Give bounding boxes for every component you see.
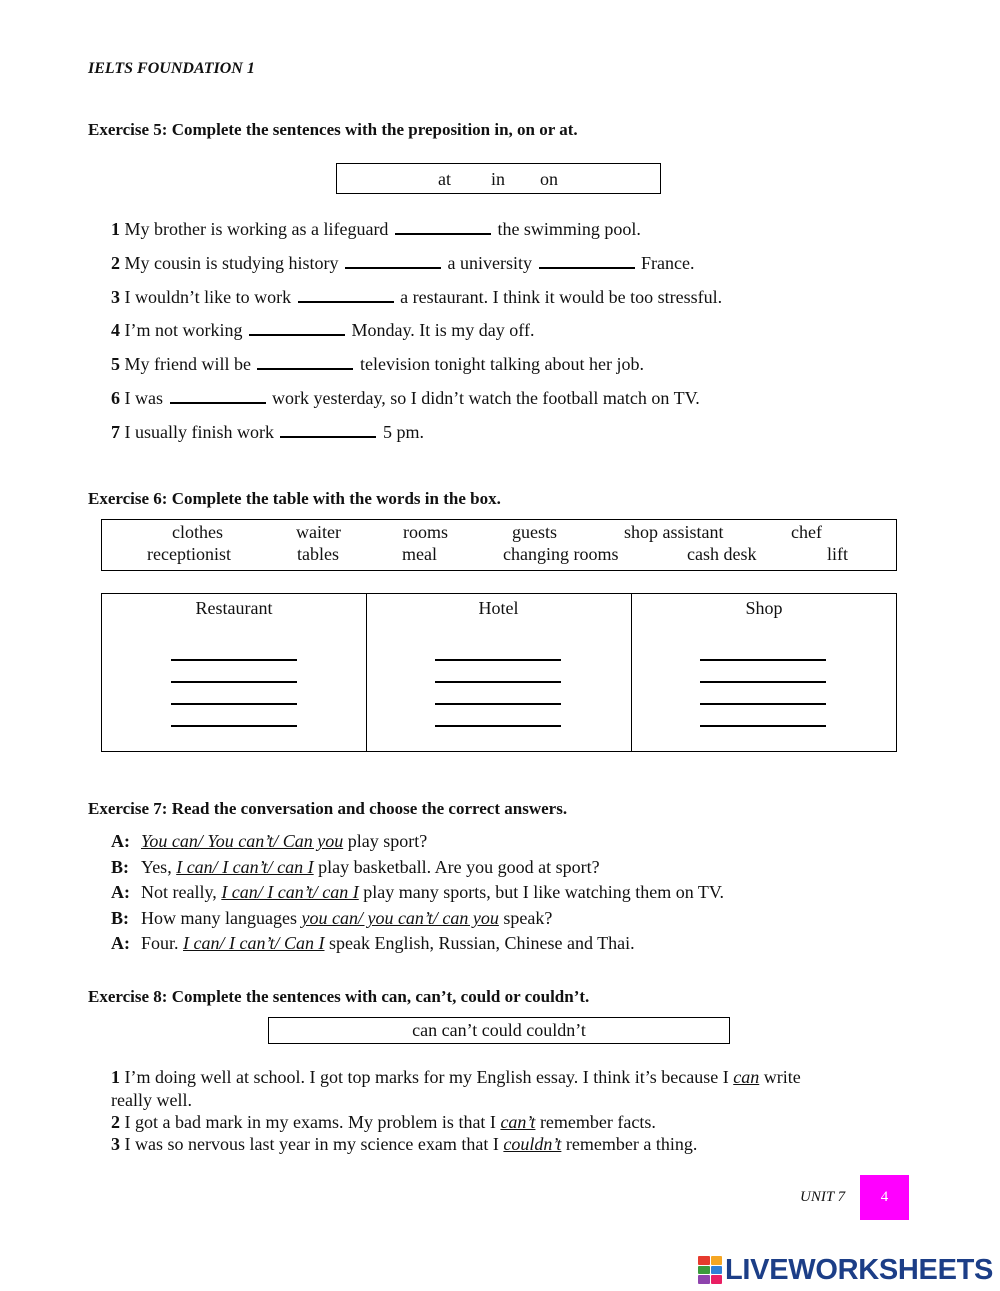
sentence-text: 5 pm. bbox=[378, 422, 424, 442]
speaker-label: B: bbox=[111, 908, 129, 928]
line-text: How many languages bbox=[141, 908, 302, 928]
line-text: speak? bbox=[498, 908, 553, 928]
line-text: play sport? bbox=[343, 831, 428, 851]
speaker-label: A: bbox=[111, 831, 130, 851]
sentence-text: work yesterday, so I didn’t watch the football match on TV. bbox=[267, 388, 700, 408]
word-receptionist: receptionist bbox=[147, 544, 231, 564]
sentence-number: 6 bbox=[111, 388, 120, 408]
column-header: Shop bbox=[745, 598, 783, 618]
answer-blank[interactable] bbox=[249, 318, 345, 336]
answer-line[interactable] bbox=[700, 659, 826, 661]
dialogue-line-3 bbox=[111, 882, 724, 903]
sentence-text: I was bbox=[124, 388, 168, 408]
sentence-number: 7 bbox=[111, 422, 120, 442]
answer-line[interactable] bbox=[435, 659, 561, 661]
sentence-text: a restaurant. I think it would be too stressful. bbox=[395, 287, 723, 307]
answer-choice[interactable]: You can/ You can’t/ Can you bbox=[141, 831, 344, 851]
answer-choice[interactable]: you can/ you can’t/ can you bbox=[301, 908, 499, 928]
answer-line[interactable] bbox=[700, 725, 826, 727]
answer-text: couldn’t bbox=[503, 1134, 562, 1154]
word-at: at bbox=[438, 169, 451, 189]
answer-blank[interactable] bbox=[298, 285, 394, 303]
exercise-5-sentence-6 bbox=[111, 386, 700, 409]
sentence-number: 2 bbox=[111, 1112, 120, 1132]
sentence-number: 1 bbox=[111, 219, 120, 239]
answer-line[interactable] bbox=[171, 703, 297, 705]
speaker-label: B: bbox=[111, 857, 129, 877]
unit-label: UNIT 7 bbox=[800, 1189, 846, 1205]
sentence-text: Monday. It is my day off. bbox=[346, 320, 535, 340]
dialogue-line-5 bbox=[111, 933, 635, 954]
sentence-number: 1 bbox=[111, 1067, 120, 1087]
sentence-text: My brother is working as a lifeguard bbox=[124, 219, 393, 239]
speaker-label: A: bbox=[111, 933, 130, 953]
answer-text: can bbox=[733, 1067, 760, 1087]
answer-blank[interactable] bbox=[395, 217, 491, 235]
exercise-8-sentence-3 bbox=[111, 1134, 697, 1155]
word-waiter: waiter bbox=[296, 522, 341, 542]
sentence-text: I’m doing well at school. I got top marks for my English essay. I think it’s because I bbox=[124, 1067, 734, 1087]
line-text: Not really, bbox=[141, 882, 222, 902]
sentence-number: 2 bbox=[111, 253, 120, 273]
logo-text: LIVEWORKSHEETS bbox=[725, 1253, 994, 1286]
sentence-text: I usually finish work bbox=[124, 422, 279, 442]
word-guests: guests bbox=[512, 522, 557, 542]
word-clothes: clothes bbox=[172, 522, 223, 542]
sentence-number: 4 bbox=[111, 320, 120, 340]
answer-blank[interactable] bbox=[170, 386, 266, 404]
exercise-5-title: Exercise 5: Complete the sentences with the preposition in, on or at. bbox=[88, 120, 578, 139]
word-rooms: rooms bbox=[403, 522, 448, 542]
exercise-5-sentence-5 bbox=[111, 352, 644, 375]
answer-line[interactable] bbox=[435, 703, 561, 705]
exercise-5-sentence-1 bbox=[111, 217, 641, 240]
word-changing-rooms: changing rooms bbox=[503, 544, 619, 564]
sentence-text: My cousin is studying history bbox=[124, 253, 344, 273]
answer-blank[interactable] bbox=[539, 251, 635, 269]
sentence-number: 3 bbox=[111, 1134, 120, 1154]
line-text: Four. bbox=[141, 933, 184, 953]
document-header: IELTS FOUNDATION 1 bbox=[88, 60, 255, 77]
sentence-text: I’m not working bbox=[124, 320, 247, 340]
logo-icon bbox=[698, 1256, 722, 1284]
exercise-8-sentence-1 bbox=[111, 1067, 801, 1088]
exercise-5-sentence-7 bbox=[111, 420, 424, 443]
line-text: play many sports, but I like watching them on TV. bbox=[358, 882, 725, 902]
sentence-text: I was so nervous last year in my science exam that I bbox=[124, 1134, 504, 1154]
answer-line[interactable] bbox=[700, 703, 826, 705]
sentence-text: I wouldn’t like to work bbox=[124, 287, 296, 307]
word-box-text: can can’t could couldn’t bbox=[412, 1020, 586, 1040]
line-text: play basketball. Are you good at sport? bbox=[313, 857, 600, 877]
sentence-text: remember a thing. bbox=[561, 1134, 698, 1154]
dialogue-line-1 bbox=[111, 831, 427, 852]
column-shop bbox=[632, 594, 896, 751]
answer-line[interactable] bbox=[171, 659, 297, 661]
answer-choice[interactable]: I can/ I can’t/ Can I bbox=[183, 933, 325, 953]
answer-blank[interactable] bbox=[280, 420, 376, 438]
exercise-7-title: Exercise 7: Read the conversation and choose the correct answers. bbox=[88, 799, 568, 818]
dialogue-line-2 bbox=[111, 857, 600, 878]
column-header: Hotel bbox=[478, 598, 519, 618]
sentence-number: 5 bbox=[111, 354, 120, 374]
line-text: speak English, Russian, Chinese and Thai. bbox=[324, 933, 635, 953]
answer-choice[interactable]: I can/ I can’t/ can I bbox=[221, 882, 359, 902]
answer-choice[interactable]: I can/ I can’t/ can I bbox=[176, 857, 314, 877]
exercise-6-title: Exercise 6: Complete the table with the words in the box. bbox=[88, 489, 501, 508]
answer-line[interactable] bbox=[435, 725, 561, 727]
word-in: in bbox=[491, 169, 506, 189]
exercise-8-sentence-2 bbox=[111, 1112, 656, 1133]
word-on: on bbox=[540, 169, 558, 189]
column-restaurant bbox=[102, 594, 367, 751]
word-lift: lift bbox=[827, 544, 848, 564]
sentence-text: a university bbox=[443, 253, 537, 273]
exercise-8-title: Exercise 8: Complete the sentences with can, can’t, could or couldn’t. bbox=[88, 987, 590, 1006]
sentence-number: 3 bbox=[111, 287, 120, 307]
answer-line[interactable] bbox=[435, 681, 561, 683]
sentence-text: remember facts. bbox=[535, 1112, 656, 1132]
exercise-6-table bbox=[101, 593, 897, 752]
sentence-text: My friend will be bbox=[124, 354, 256, 374]
sentence-text: the swimming pool. bbox=[492, 219, 641, 239]
exercise-5-sentence-2 bbox=[111, 251, 694, 274]
exercise-5-sentence-3 bbox=[111, 285, 722, 308]
exercise-5-word-box bbox=[336, 163, 661, 194]
liveworksheets-logo bbox=[698, 1253, 993, 1287]
speaker-label: A: bbox=[111, 882, 130, 902]
word-cash-desk: cash desk bbox=[687, 544, 757, 564]
answer-line[interactable] bbox=[700, 681, 826, 683]
sentence-text: France. bbox=[636, 253, 695, 273]
answer-text: can’t bbox=[500, 1112, 536, 1132]
answer-blank[interactable] bbox=[257, 352, 353, 370]
word-shop-assistant: shop assistant bbox=[624, 522, 724, 542]
exercise-8-sentence-1-continued: really well. bbox=[111, 1090, 192, 1110]
answer-blank[interactable] bbox=[345, 251, 441, 269]
line-text: Yes, bbox=[141, 857, 177, 877]
exercise-6-word-box bbox=[101, 519, 897, 571]
dialogue-line-4 bbox=[111, 908, 552, 929]
exercise-5-sentence-4 bbox=[111, 318, 534, 341]
column-hotel bbox=[366, 594, 632, 751]
sentence-text: television tonight talking about her job. bbox=[355, 354, 644, 374]
sentence-text: write bbox=[759, 1067, 801, 1087]
column-header: Restaurant bbox=[195, 598, 273, 618]
word-meal: meal bbox=[402, 544, 437, 564]
word-chef: chef bbox=[791, 522, 822, 542]
exercise-8-word-box bbox=[268, 1017, 730, 1044]
answer-line[interactable] bbox=[171, 681, 297, 683]
page-number: 4 bbox=[860, 1175, 909, 1220]
answer-line[interactable] bbox=[171, 725, 297, 727]
sentence-text: I got a bad mark in my exams. My problem is that I bbox=[124, 1112, 501, 1132]
word-tables: tables bbox=[297, 544, 339, 564]
